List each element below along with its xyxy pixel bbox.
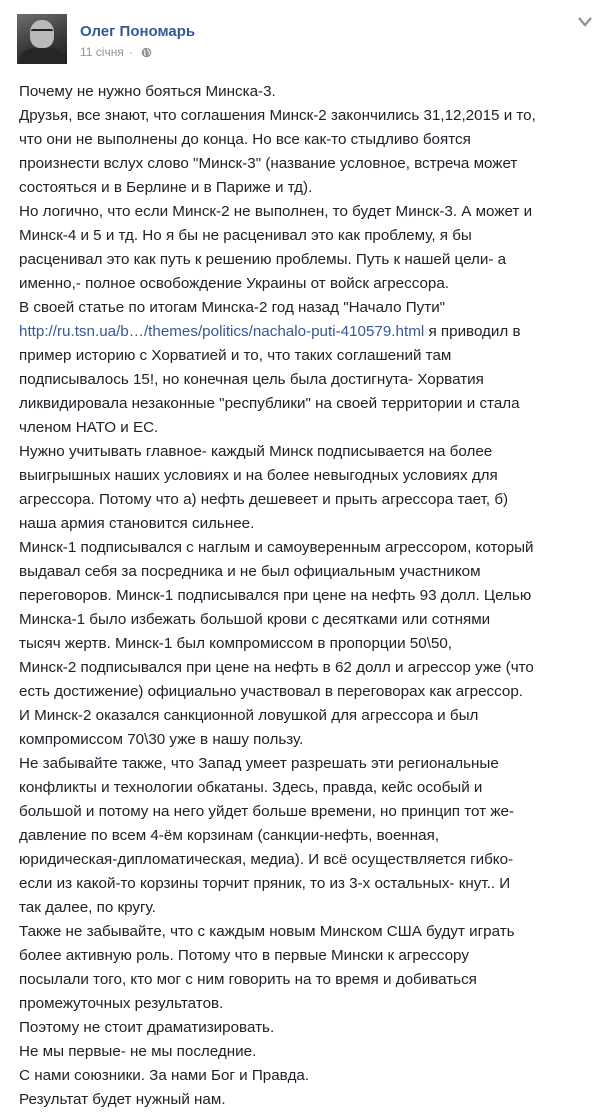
post-line: агрессора. Потому что а) нефть дешевеет и прыть агрессора тает, б): [19, 491, 509, 508]
post-line: наша армия становится сильнее.: [19, 515, 255, 532]
post-line-suffix: я приводил в: [424, 323, 521, 340]
post-line: большой и потому на него уйдет больше времени, но принцип тот же-: [19, 803, 514, 820]
post-line: Нужно учитывать главное- каждый Минск подписывается на более: [19, 443, 493, 460]
author-name[interactable]: Олег Пономарь: [80, 23, 196, 40]
post-line: выдавал себя за посредника и не был официальным участником: [19, 563, 481, 580]
post-line: И Минск-2 оказался санкционной ловушкой для агрессора и был: [19, 707, 479, 724]
avatar[interactable]: [17, 14, 67, 64]
post-line: что они не выполнены до конца. Но все как-то стыдливо боятся: [19, 131, 471, 148]
post-line: пример историю с Хорватией и то, что таких соглашений там: [19, 347, 452, 364]
post-line: есть достижение) официально участвовал в переговорах как агрессор.: [19, 683, 524, 700]
post-line: ликвидировала незаконные "республики" на своей территории и стала: [19, 395, 520, 412]
chevron-down-icon[interactable]: [578, 16, 592, 28]
post-line: выигрышных наших условиях и на более невыгодных условиях для: [19, 467, 498, 484]
post-line: компромиссом 70\30 уже в нашу пользу.: [19, 731, 304, 748]
post-line: тысяч жертв. Минск-1 был компромиссом в пропорции 50\50,: [19, 635, 453, 652]
post-line: С нами союзники. За нами Бог и Правда.: [19, 1067, 310, 1084]
post-line: Также не забывайте, что с каждым новым Минском США будут играть: [19, 923, 515, 940]
post-line: Минска-1 было избежать большой крови с десятками или сотнями: [19, 611, 491, 628]
post-line: промежуточных результатов.: [19, 995, 224, 1012]
post-header: [17, 14, 592, 66]
post-date[interactable]: 11 січня: [80, 45, 124, 59]
post-line: юридическая-дипломатическая, медиа). И всё осуществляется гибко-: [19, 851, 514, 868]
post-link-line: [19, 320, 591, 344]
post-line: Почему не нужно бояться Минска-3.: [19, 83, 276, 100]
post-line: именно,- полное освобождение Украины от войск агрессора.: [19, 275, 450, 292]
post-line: произнести вслух слово "Минск-3" (название условное, встреча может: [19, 155, 518, 172]
post-meta: [80, 45, 152, 59]
post-body: [19, 80, 591, 1112]
post-line: Друзья, все знают, что соглашения Минск-2 закончились 31,12,2015 и то,: [19, 107, 536, 124]
post-line: переговоров. Минск-1 подписывался при цене на нефть 93 долл. Целью: [19, 587, 532, 604]
post-line: более активную роль. Потому что в первые Мински к агрессору: [19, 947, 469, 964]
post-line: если из какой-то корзины торчит пряник, то из 3-х остальных- кнут.. И: [19, 875, 511, 892]
post-line: Минск-2 подписывался при цене на нефть в 62 долл и агрессор уже (что: [19, 659, 534, 676]
post-line: Но логично, что если Минск-2 не выполнен, то будет Минск-3. А может и: [19, 203, 533, 220]
post-line: Поэтому не стоит драматизировать.: [19, 1019, 275, 1036]
post-line: конфликты и технологии обкатаны. Здесь, правда, кейс особый и: [19, 779, 483, 796]
post-line: подписывалось 15!, но конечная цель была достигнута- Хорватия: [19, 371, 484, 388]
globe-icon[interactable]: [141, 47, 152, 58]
post-line: состояться и в Берлине и в Париже и тд).: [19, 179, 313, 196]
article-link[interactable]: http://ru.tsn.ua/b…/themes/politics/nachalo-puti-410579.html: [19, 323, 425, 340]
post-line: расценивал это как путь к решению проблемы. Путь к нашей цели- а: [19, 251, 507, 268]
post-line: Результат будет нужный нам.: [19, 1091, 226, 1108]
post-line: Минск-4 и 5 и тд. Но я бы не расценивал это как проблему, я бы: [19, 227, 472, 244]
post-line: Не мы первые- не мы последние.: [19, 1043, 257, 1060]
post-line: Минск-1 подписывался с наглым и самоуверенным агрессором, который: [19, 539, 534, 556]
post-line: Не забывайте также, что Запад умеет разрешать эти региональные: [19, 755, 499, 772]
meta-separator: ·: [128, 45, 133, 59]
post-line: давление по всем 4-ём корзинам (санкции-нефть, военная,: [19, 827, 440, 844]
post-line: В своей статье по итогам Минска-2 год назад "Начало Пути": [19, 299, 446, 316]
post-line: посылали того, кто мог с ним говорить на то время и добиваться: [19, 971, 477, 988]
post-line: членом НАТО и ЕС.: [19, 419, 159, 436]
post-line: так далее, по кругу.: [19, 899, 156, 916]
